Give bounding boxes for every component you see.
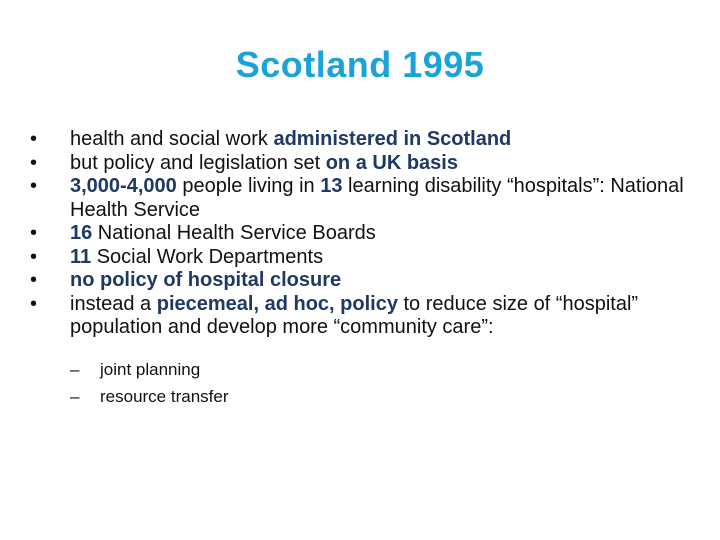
bullet-text: Social Work Departments xyxy=(91,245,324,268)
bullet-emphasis: administered in Scotland xyxy=(273,128,512,150)
bullet-list xyxy=(30,128,700,410)
slide-title: Scotland 1995 xyxy=(235,44,485,85)
bullet-item xyxy=(30,128,700,152)
bullet-text: but policy and legislation set xyxy=(70,151,326,174)
bullet-text: instead a xyxy=(70,292,157,315)
bullet-item xyxy=(30,222,700,246)
bullet-item xyxy=(30,293,700,410)
bullet-item xyxy=(30,246,700,270)
bullet-emphasis: on a UK basis xyxy=(325,151,458,174)
bullet-text: learning disability “hospitals”: National Health Service xyxy=(70,175,684,221)
bullet-text: to reduce size of “hospital” population and develop more “community care”: xyxy=(70,292,639,338)
bullet-emphasis: 3,000-4,000 xyxy=(70,175,177,197)
sub-bullet-item: – resource transfer xyxy=(70,383,700,410)
bullet-emphasis: piecemeal, ad hoc, policy xyxy=(156,292,398,315)
bullet-text: health and social work xyxy=(70,128,274,150)
bullet-item xyxy=(30,175,700,222)
bullet-text: people living in xyxy=(176,175,321,197)
bullet-item xyxy=(30,269,700,293)
bullet-emphasis: 13 xyxy=(320,175,343,197)
bullet-item xyxy=(30,152,700,176)
bullet-text: National Health Service Boards xyxy=(92,222,376,244)
bullet-emphasis: 11 xyxy=(70,245,92,268)
sub-bullet-list xyxy=(70,356,700,410)
bullet-emphasis: no policy of hospital closure xyxy=(70,269,342,291)
bullet-emphasis: 16 xyxy=(70,222,93,244)
sub-bullet-item: – joint planning xyxy=(70,356,700,383)
